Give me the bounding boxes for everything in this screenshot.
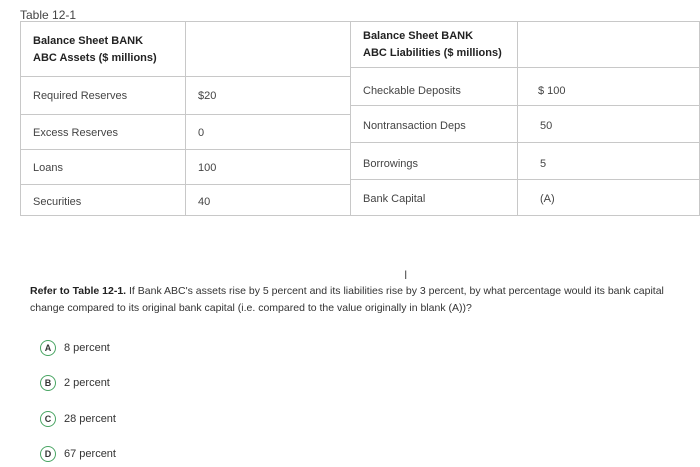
liabilities-header-line1: Balance Sheet BANK <box>363 30 474 42</box>
option-b[interactable] <box>40 375 110 391</box>
option-a-label: 8 percent <box>64 342 110 354</box>
table-row-liability-label: Borrowings <box>351 143 518 180</box>
table-row-asset-value: 100 <box>186 150 351 185</box>
table-row-asset-value: 40 <box>186 185 351 216</box>
option-a[interactable] <box>40 340 110 356</box>
table-row-liability-value: 5 <box>518 143 700 180</box>
option-c[interactable] <box>40 411 116 427</box>
table-row-liability-value: (A) <box>518 180 700 216</box>
liabilities-header-line2: ABC Liabilities ($ millions) <box>363 47 502 59</box>
option-a-badge: A <box>40 340 56 356</box>
option-b-label: 2 percent <box>64 377 110 389</box>
option-d-badge: D <box>40 446 56 462</box>
table-row-liability-value: 50 <box>518 106 700 143</box>
liabilities-value-header <box>518 22 700 68</box>
assets-header <box>21 22 186 77</box>
table-row-asset-value: $20 <box>186 77 351 115</box>
liabilities-header <box>351 22 518 68</box>
table-row-asset-label: Loans <box>21 150 186 185</box>
table-row-liability-label: Nontransaction Deps <box>351 106 518 143</box>
table-caption: Table 12-1 <box>20 8 77 22</box>
table-row-asset-label: Securities <box>21 185 186 216</box>
option-c-label: 28 percent <box>64 413 116 425</box>
balance-sheet-table <box>20 21 700 216</box>
table-row-asset-value: 0 <box>186 115 351 150</box>
option-d-label: 67 percent <box>64 448 116 460</box>
option-d[interactable] <box>40 446 116 462</box>
table-row-asset-label: Required Reserves <box>21 77 186 115</box>
table-row-liability-value: $ 100 <box>518 68 700 106</box>
question-ref: Refer to Table 12-1. <box>30 285 127 297</box>
table-row-asset-label: Excess Reserves <box>21 115 186 150</box>
option-c-badge: C <box>40 411 56 427</box>
question-body: If Bank ABC's assets rise by 5 percent and its liabilities rise by 3 percent, by what percentage would its bank capital change compared to its original bank capital (i.e. compared to the value originally in blank (A))? <box>30 285 664 314</box>
assets-header-line1: Balance Sheet BANK <box>33 35 144 47</box>
table-row-liability-label: Bank Capital <box>351 180 518 216</box>
text-cursor-icon: I <box>404 268 408 282</box>
option-b-badge: B <box>40 375 56 391</box>
assets-value-header <box>186 22 351 77</box>
question-text <box>30 283 670 317</box>
assets-header-line2: ABC Assets ($ millions) <box>33 52 157 64</box>
table-row-liability-label: Checkable Deposits <box>351 68 518 106</box>
